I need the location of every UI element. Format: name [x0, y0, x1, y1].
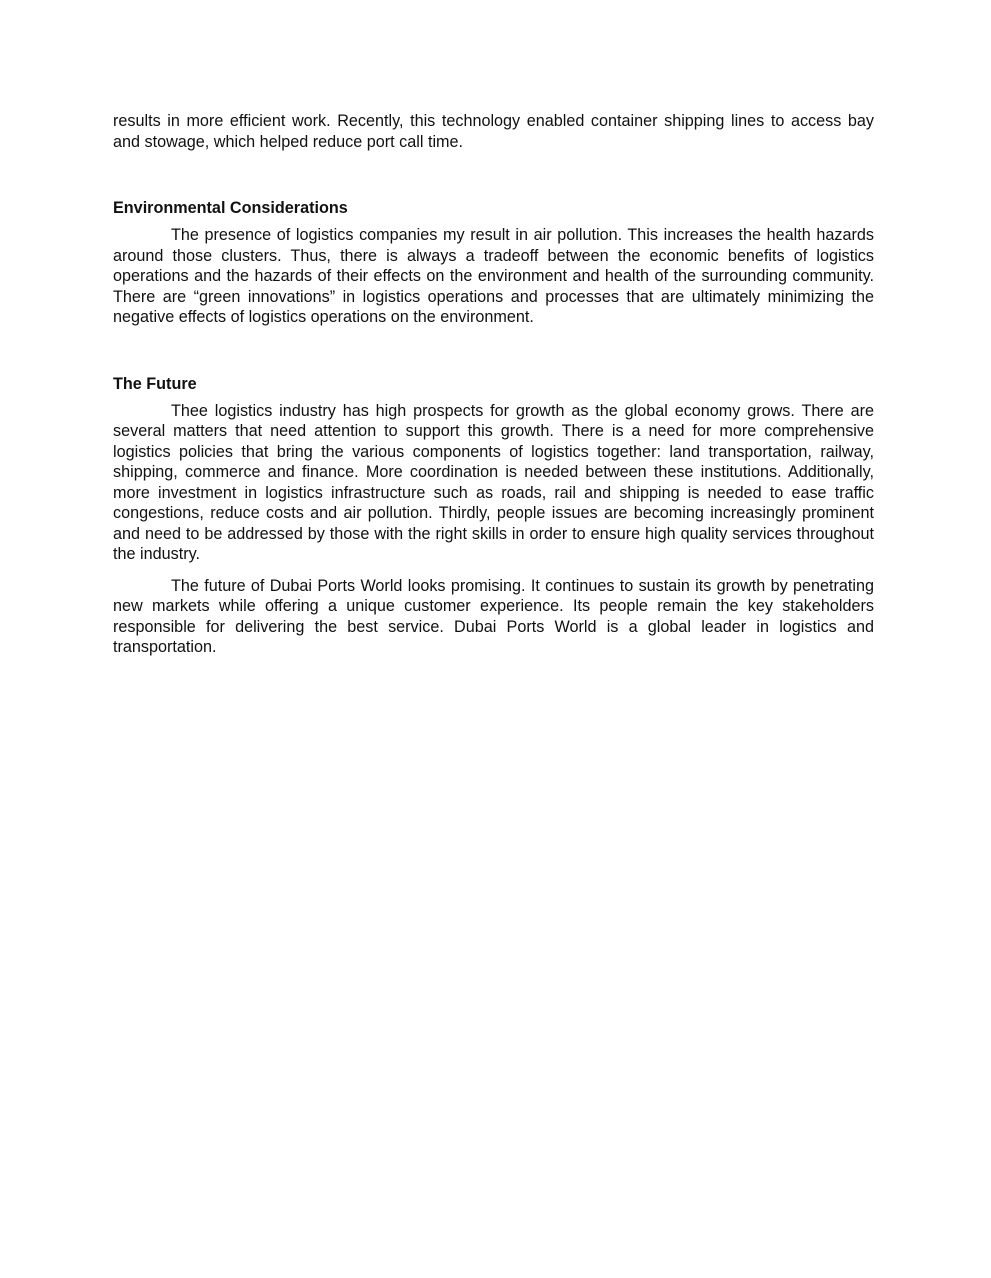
document-page	[113, 111, 874, 658]
environmental-considerations-paragraph: The presence of logistics companies my result in air pollution. This increases the health hazards around those clusters. Thus, there is always a tradeoff between the economic benefits of logistics operations and the hazards of their effects on the environment and health of the surrounding community. There are “green innovations” in logistics operations and processes that are ultimately minimizing the negative effects of logistics operations on the environment.	[113, 226, 874, 326]
environmental-considerations-heading: Environmental Considerations	[113, 199, 348, 217]
future-paragraph: Thee logistics industry has high prospects for growth as the global economy grows. There are several matters that need attention to support this growth. There is a need for more comprehensive logistics policies that bring the various components of logistics together: land transportation, railway, shipping, commerce and finance. More coordination is needed between these institutions. Additionally, more investment in logistics infrastructure such as roads, rail and shipping is needed to ease traffic congestions, reduce costs and air pollution. Thirdly, people issues are becoming increasingly prominent and need to be addressed by those with the right skills in order to ensure high quality services throughout the industry.	[113, 401, 874, 563]
future-paragraph: The future of Dubai Ports World looks promising. It continues to sustain its growth by penetrating new markets while offering a unique customer experience. Its people remain the key stakeholders responsible for delivering the best service. Dubai Ports World is a global leader in logistics and transportation.	[113, 576, 874, 656]
intro-paragraph: results in more efficient work. Recently, this technology enabled container shipping lines to access bay and stowage, which helped reduce port call time.	[113, 112, 874, 151]
the-future-heading: The Future	[113, 374, 197, 393]
